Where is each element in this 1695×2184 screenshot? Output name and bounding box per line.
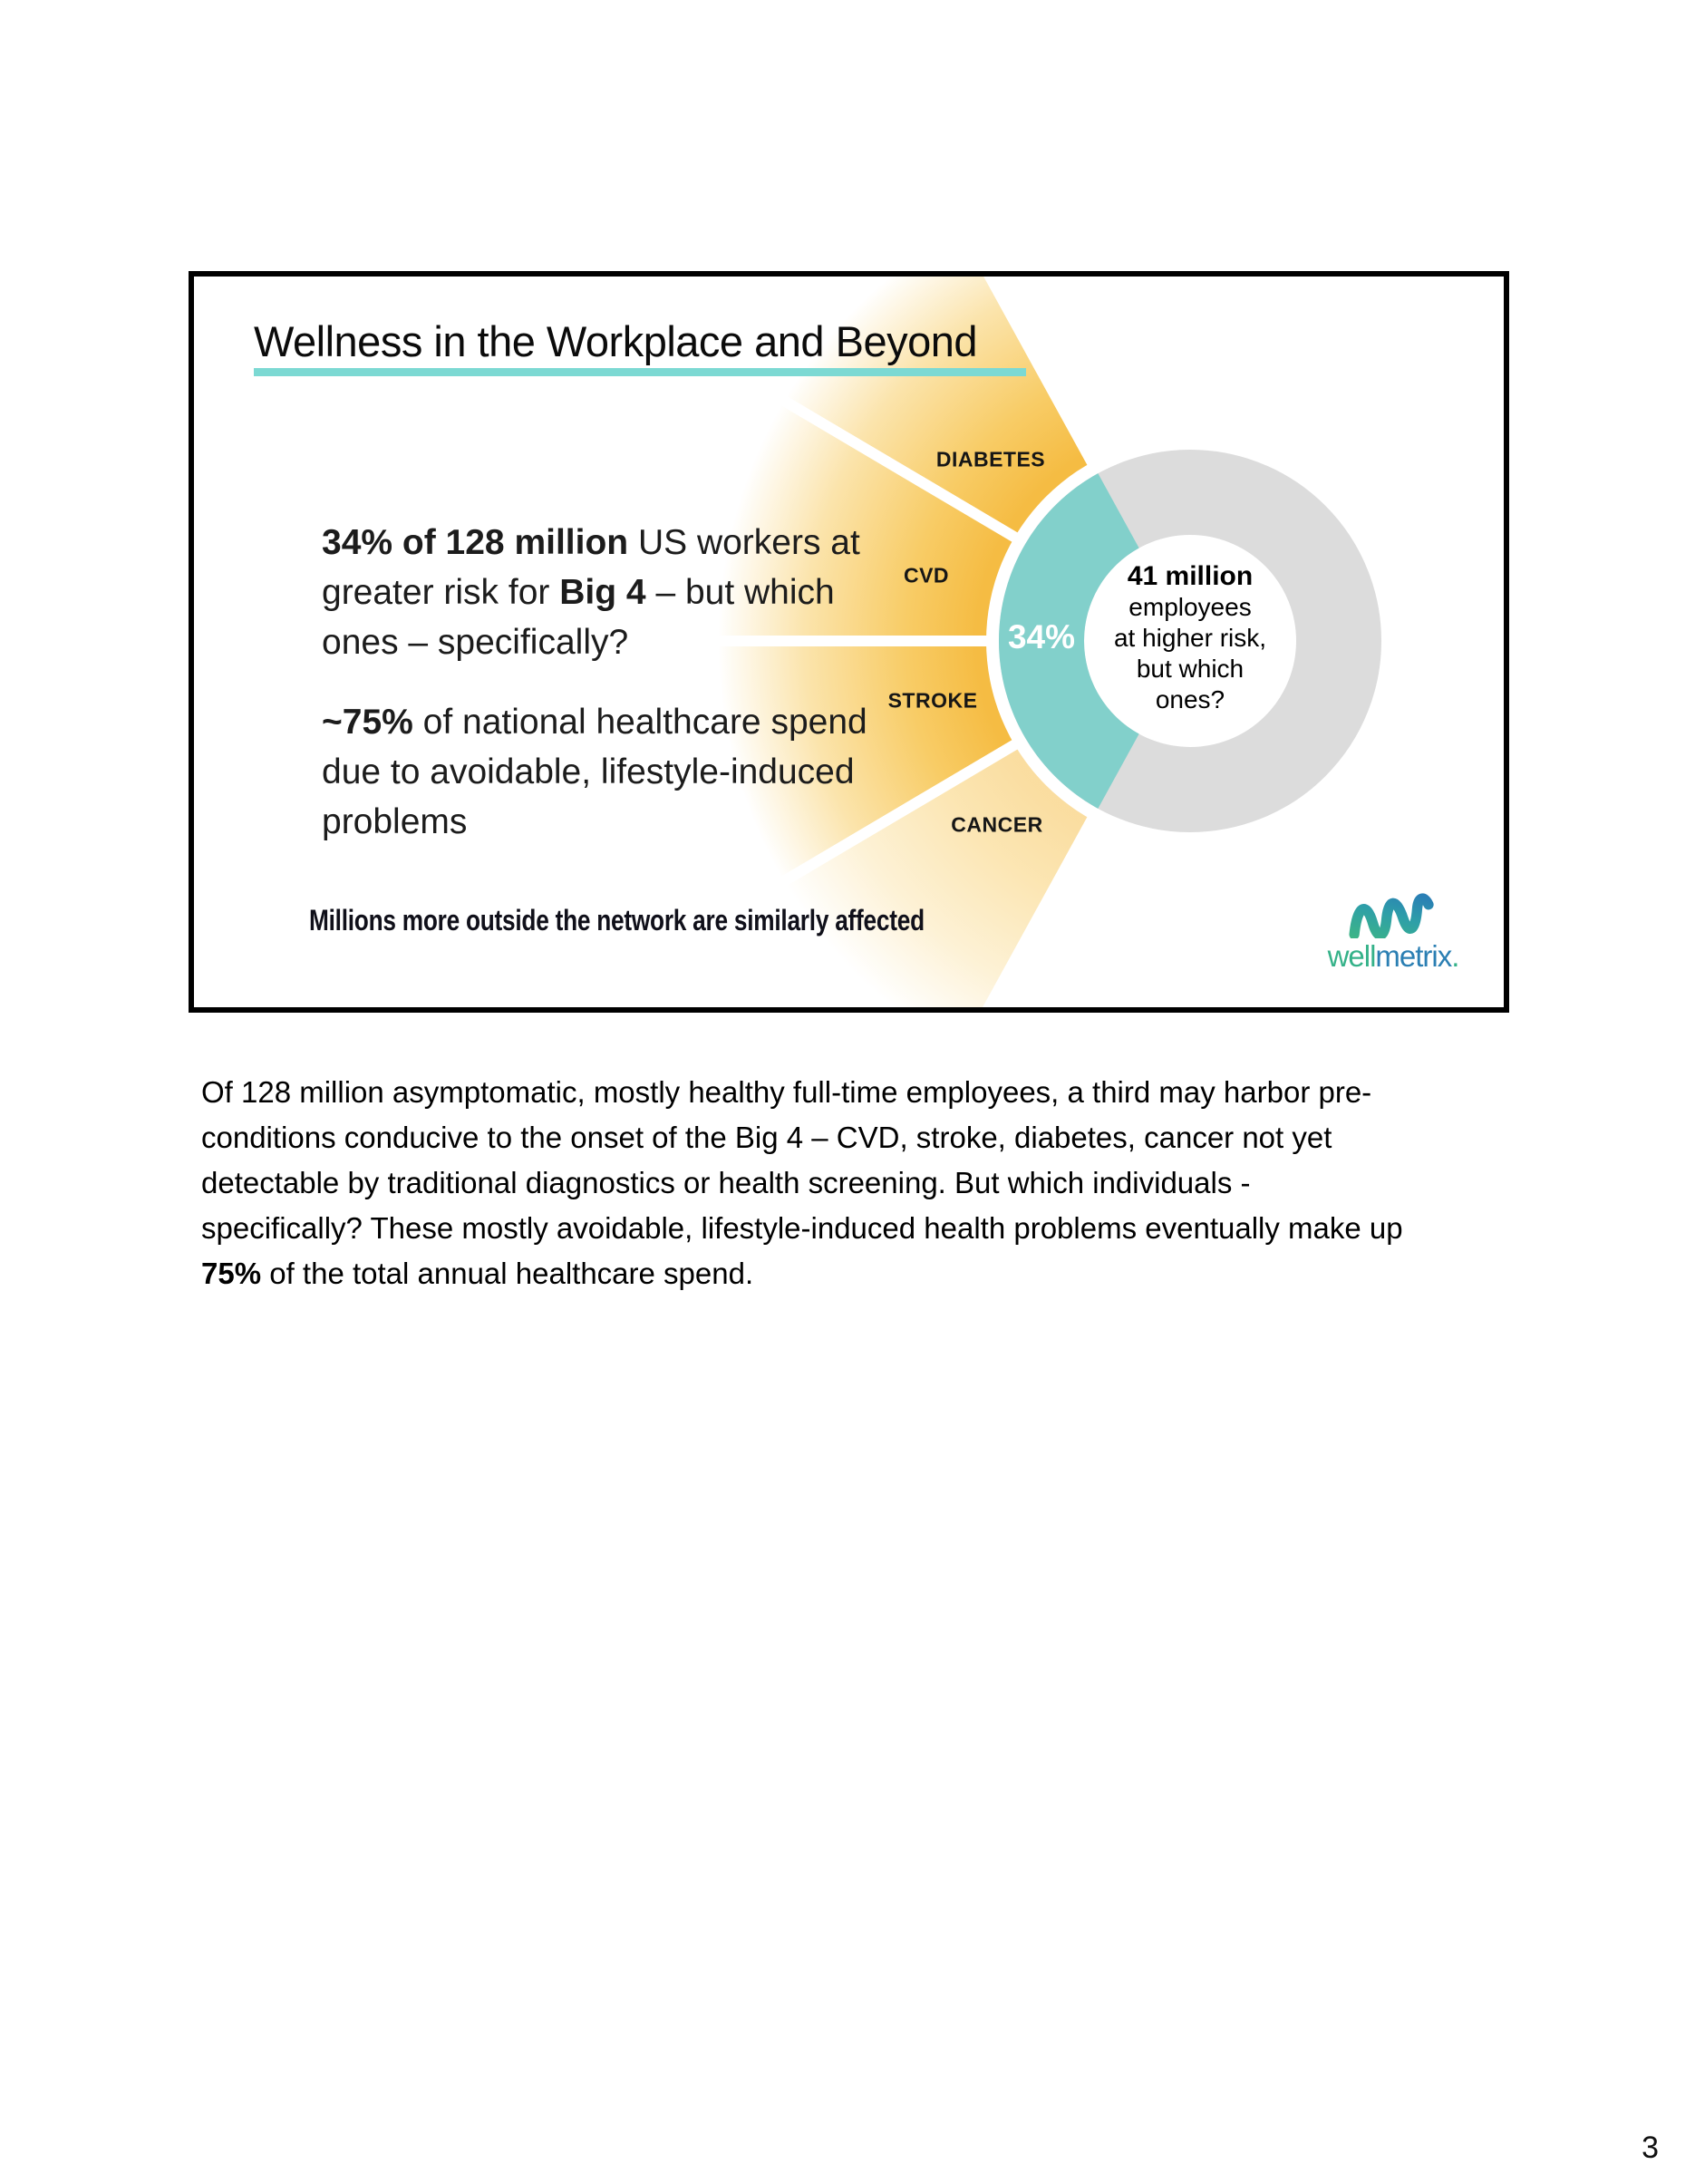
wellmetrix-wordmark: wellmetrix. [1327, 939, 1459, 973]
stat-75-pct: ~75% [322, 703, 413, 742]
wellmetrix-squiggle-icon [1346, 889, 1440, 938]
notes-line: Of 128 million asymptomatic, mostly healthy full-time employees, a third may harbor pre- [201, 1075, 1372, 1109]
stat-34-of-128: 34% of 128 million [322, 523, 629, 562]
ray-label-cvd: CVD [903, 563, 950, 587]
ray-label-stroke: STROKE [887, 688, 978, 713]
notes-line: conditions conducive to the onset of the Big 4 – CVD, stroke, diabetes, cancer not yet [201, 1121, 1332, 1154]
ray-label-diabetes: DIABETES [935, 447, 1046, 471]
notes-line-last: 75% of the total annual healthcare spend. [201, 1257, 754, 1290]
notes-75-pct: 75% [201, 1257, 262, 1290]
title-underline [254, 368, 1026, 376]
wellmetrix-logo [1316, 889, 1470, 974]
slide-body-text [322, 518, 867, 847]
notes-line: detectable by traditional diagnostics or health screening. But which individuals - [201, 1166, 1251, 1199]
speaker-notes [201, 1070, 1470, 1296]
slide-frame [189, 271, 1509, 1013]
ray-label-cancer: CANCER [951, 812, 1043, 837]
body-paragraph-1: 34% of 128 million US workers at greater risk for Big 4 – but which ones – specifically? [322, 523, 860, 662]
donut-segment-value: 34% [1007, 618, 1076, 655]
slide-title: Wellness in the Workplace and Beyond [254, 317, 978, 365]
notes-line: specifically? These mostly avoidable, lifestyle-induced health problems eventually make up [201, 1211, 1403, 1245]
slide-footnote: Millions more outside the network are similarly affected [309, 904, 925, 937]
page-number: 3 [1642, 2131, 1659, 2165]
big-4-emphasis: Big 4 [559, 573, 646, 612]
body-paragraph-2: ~75% of national healthcare spend due to avoidable, lifestyle-induced problems [322, 703, 867, 841]
donut-center-text: 41 million employees at higher risk, but which ones? [1113, 561, 1267, 713]
